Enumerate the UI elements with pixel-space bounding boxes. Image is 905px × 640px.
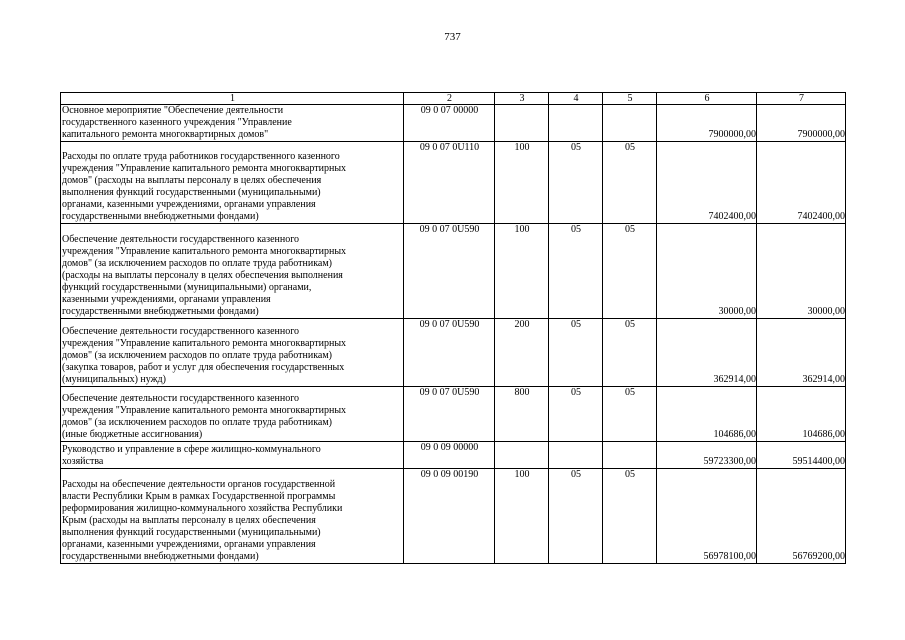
row-name-line: Обеспечение деятельности государственного казенного	[62, 234, 300, 245]
row-col4-cell	[549, 105, 603, 142]
row-name-line: (расходы на выплаты персоналу в целях обеспечения выполнения	[62, 270, 343, 281]
row-amount-6-cell: 7900000,00	[657, 105, 757, 142]
row-name-line: (иные бюджетные ассигнования)	[62, 429, 203, 440]
row-amount-7-cell: 30000,00	[757, 224, 846, 319]
row-col4-cell: 05	[549, 142, 603, 224]
table-row	[61, 319, 846, 387]
row-name-line: выполнения функций государственными (муниципальными)	[62, 187, 321, 198]
row-col3-cell: 100	[495, 142, 549, 224]
row-amount-6-cell: 7402400,00	[657, 142, 757, 224]
row-name-line: учреждения "Управление капитального ремонта многоквартирных	[62, 246, 347, 257]
row-amount-7-cell: 59514400,00	[757, 442, 846, 469]
row-name-line: органами, казенными учреждениями, органами управления	[62, 199, 316, 210]
row-name-line: учреждения "Управление капитального ремонта многоквартирных	[62, 163, 347, 174]
header-cell-5: 5	[603, 93, 657, 105]
row-name-cell	[61, 442, 404, 469]
table-row	[61, 142, 846, 224]
table-row	[61, 224, 846, 319]
row-col4-cell: 05	[549, 319, 603, 387]
row-amount-6-cell: 59723300,00	[657, 442, 757, 469]
row-amount-6-cell: 104686,00	[657, 387, 757, 442]
row-col3-cell	[495, 105, 549, 142]
header-row	[61, 93, 846, 105]
row-name-line: домов" (за исключением расходов по оплате труда работникам)	[62, 258, 333, 269]
row-name-line: домов" (за исключением расходов по оплате труда работникам)	[62, 417, 333, 428]
row-name-line: государственного казенного учреждения "Управление	[62, 117, 292, 128]
row-name-line: Обеспечение деятельности государственного казенного	[62, 326, 300, 337]
row-code-cell: 09 0 07 0U590	[404, 224, 495, 319]
row-col5-cell: 05	[603, 142, 657, 224]
row-amount-6-cell: 30000,00	[657, 224, 757, 319]
header-cell-4: 4	[549, 93, 603, 105]
table-row	[61, 442, 846, 469]
row-name-cell	[61, 387, 404, 442]
row-name-line: реформирования жилищно-коммунального хозяйства Республики	[62, 503, 343, 514]
row-col3-cell	[495, 442, 549, 469]
row-name-cell	[61, 105, 404, 142]
row-col5-cell: 05	[603, 469, 657, 564]
row-col4-cell: 05	[549, 224, 603, 319]
row-name-line: государственными внебюджетными фондами)	[62, 551, 259, 562]
row-name-line: учреждения "Управление капитального ремонта многоквартирных	[62, 338, 347, 349]
row-name-line: Руководство и управление в сфере жилищно-коммунального	[62, 444, 321, 455]
header-cell-1: 1	[61, 93, 404, 105]
header-cell-3: 3	[495, 93, 549, 105]
row-name-line: органами, казенными учреждениями, органами управления	[62, 539, 316, 550]
row-amount-7-cell: 104686,00	[757, 387, 846, 442]
row-col4-cell: 05	[549, 469, 603, 564]
row-name-line: государственными внебюджетными фондами)	[62, 306, 259, 317]
row-col5-cell	[603, 442, 657, 469]
row-col5-cell: 05	[603, 224, 657, 319]
table-row	[61, 105, 846, 142]
row-name-line: функций государственными (муниципальными) органами,	[62, 282, 312, 293]
row-code-cell: 09 0 07 0U590	[404, 387, 495, 442]
row-name-line: (закупка товаров, работ и услуг для обеспечения государственных	[62, 362, 345, 373]
row-name-line: домов" (расходы на выплаты персоналу в целях обеспечения	[62, 175, 322, 186]
page-number: 737	[444, 31, 461, 43]
row-amount-7-cell: 362914,00	[757, 319, 846, 387]
budget-table	[60, 92, 846, 564]
row-col3-cell: 800	[495, 387, 549, 442]
row-amount-7-cell: 7900000,00	[757, 105, 846, 142]
row-name-line: Основное мероприятие "Обеспечение деятельности	[62, 105, 284, 116]
row-col3-cell: 100	[495, 224, 549, 319]
row-code-cell: 09 0 09 00190	[404, 469, 495, 564]
row-col3-cell: 200	[495, 319, 549, 387]
row-code-cell: 09 0 09 00000	[404, 442, 495, 469]
row-name-cell	[61, 142, 404, 224]
row-name-line: домов" (за исключением расходов по оплате труда работникам)	[62, 350, 333, 361]
row-name-cell	[61, 469, 404, 564]
table-row	[61, 469, 846, 564]
row-name-line: хозяйства	[62, 456, 104, 467]
row-name-line: учреждения "Управление капитального ремонта многоквартирных	[62, 405, 347, 416]
row-col5-cell: 05	[603, 319, 657, 387]
row-amount-6-cell: 56978100,00	[657, 469, 757, 564]
row-name-line: государственными внебюджетными фондами)	[62, 211, 259, 222]
row-name-line: Обеспечение деятельности государственного казенного	[62, 393, 300, 404]
row-col4-cell	[549, 442, 603, 469]
row-name-cell	[61, 319, 404, 387]
row-amount-6-cell: 362914,00	[657, 319, 757, 387]
row-name-cell	[61, 224, 404, 319]
row-name-line: капитального ремонта многоквартирных домов"	[62, 129, 269, 140]
row-amount-7-cell: 7402400,00	[757, 142, 846, 224]
row-col3-cell: 100	[495, 469, 549, 564]
row-name-line: (муниципальных) нужд)	[62, 374, 166, 385]
table-row	[61, 387, 846, 442]
row-name-line: казенными учреждениями, органами управления	[62, 294, 271, 305]
row-col5-cell: 05	[603, 387, 657, 442]
row-name-line: Расходы по оплате труда работников государственного казенного	[62, 151, 340, 162]
row-col5-cell	[603, 105, 657, 142]
row-code-cell: 09 0 07 00000	[404, 105, 495, 142]
row-name-line: выполнения функций государственными (муниципальными)	[62, 527, 321, 538]
header-cell-6: 6	[657, 93, 757, 105]
row-name-line: Крым (расходы на выплаты персоналу в целях обеспечения	[62, 515, 316, 526]
row-name-line: Расходы на обеспечение деятельности органов государственной	[62, 479, 336, 490]
row-code-cell: 09 0 07 0U110	[404, 142, 495, 224]
row-amount-7-cell: 56769200,00	[757, 469, 846, 564]
row-code-cell: 09 0 07 0U590	[404, 319, 495, 387]
row-name-line: власти Республики Крым в рамках Государственной программы	[62, 491, 336, 502]
header-cell-7: 7	[757, 93, 846, 105]
row-col4-cell: 05	[549, 387, 603, 442]
header-cell-2: 2	[404, 93, 495, 105]
